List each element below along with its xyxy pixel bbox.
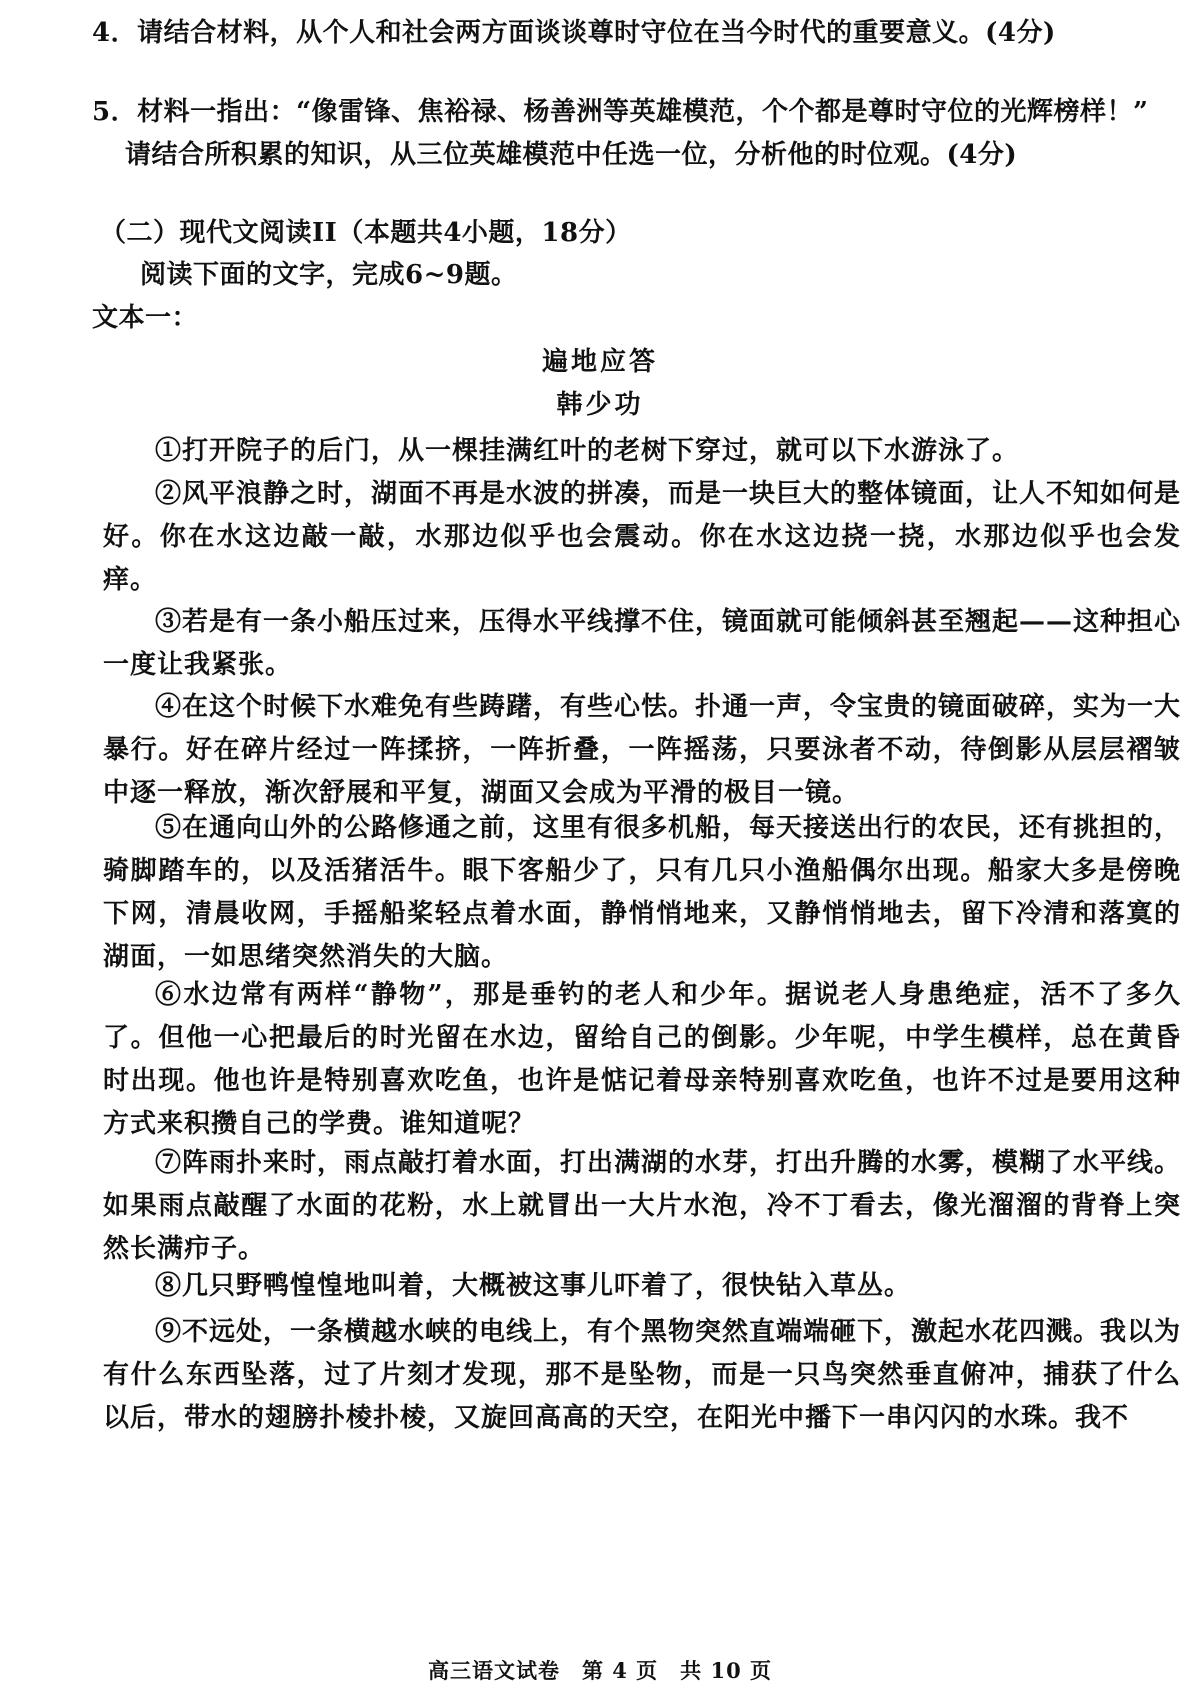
article-paragraph-6: ⑥水边常有两样“静物”，那是垂钓的老人和少年。据说老人身患绝症，活不了多久了。但他一心把最后的时光留在水边，留给自己的倒影。少年呢，中学生模样，总在黄昏时出现。他也许是特别喜欢吃鱼，也许是惦记着母亲特别喜欢吃鱼，也许不过是要用这种方式来积攒自己的学费。谁知道呢？	[103, 980, 1181, 1139]
question-5-line-1: 5．材料一指出：“像雷锋、焦裕禄、杨善洲等英雄模范，个个都是尊时守位的光辉榜样！”	[92, 97, 1149, 127]
article-paragraph-5: ⑤在通向山外的公路修通之前，这里有很多机船，每天接送出行的农民，还有挑担的，骑脚踏车的，以及活猪活牛。眼下客船少了，只有几只小渔船偶尔出现。船家大多是傍晚下网，清晨收网，手摇船桨轻点着水面，静悄悄地来，又静悄悄地去，留下冷清和落寞的湖面，一如思绪突然消失的大脑。	[103, 813, 1182, 972]
article-paragraph-4: ④在这个时候下水难免有些踌躇，有些心怯。扑通一声，令宝贵的镜面破碎，实为一大暴行。好在碎片经过一阵揉挤，一阵折叠，一阵摇荡，只要泳者不动，待倒影从层层褶皱中逐一释放，渐次舒展和平复，湖面又会成为平滑的极目一镜。	[103, 692, 1182, 808]
article-paragraph-1: ①打开院子的后门，从一棵挂满红叶的老树下穿过，就可以下水游泳了。	[155, 436, 1020, 466]
article-paragraph-7: ⑦阵雨扑来时，雨点敲打着水面，打出满湖的水芽，打出升腾的水雾，模糊了水平线。如果雨点敲醒了水面的花粉，水上就冒出一大片水泡，冷不丁看去，像光溜溜的背脊上突然长满疖子。	[103, 1148, 1182, 1264]
article-paragraph-2: ②风平浪静之时，湖面不再是水波的拼凑，而是一块巨大的整体镜面，让人不知如何是好。你在水这边敲一敲，水那边似乎也会震动。你在水这边挠一挠，水那边似乎也会发痒。	[103, 479, 1182, 595]
article-paragraph-9: ⑨不远处，一条横越水峡的电线上，有个黑物突然直端端砸下，激起水花四溅。我以为有什么东西坠落，过了片刻才发现，那不是坠物，而是一只鸟突然垂直俯冲，捕获了什么以后，带水的翅膀扑棱扑棱，又旋回高高的天空，在阳光中播下一串闪闪的水珠。我不	[103, 1317, 1182, 1433]
article-author: 韩少功	[556, 390, 644, 420]
question-4: 4．请结合材料，从个人和社会两方面谈谈尊时守位在当今时代的重要意义。(4分)	[92, 18, 1056, 48]
article-title: 遍地应答	[541, 347, 658, 377]
article-paragraph-3: ③若是有一条小船压过来，压得水平线撑不住，镜面就可能倾斜甚至翘起——这种担心一度让我紧张。	[103, 607, 1182, 680]
article-paragraph-8: ⑧几只野鸭惶惶地叫着，大概被这事儿吓着了，很快钻入草丛。	[155, 1271, 912, 1301]
question-5-line-2: 请结合所积累的知识，从三位英雄模范中任选一位，分析他的时位观。(4分)	[125, 140, 1018, 170]
section-heading: （二）现代文阅读II（本题共4小题，18分）	[100, 218, 632, 248]
page-footer: 高三语文试卷 第 4 页 共 10 页	[427, 1658, 773, 1683]
section-instruction: 阅读下面的文字，完成6~9题。	[140, 260, 518, 290]
text-label: 文本一：	[92, 303, 199, 333]
